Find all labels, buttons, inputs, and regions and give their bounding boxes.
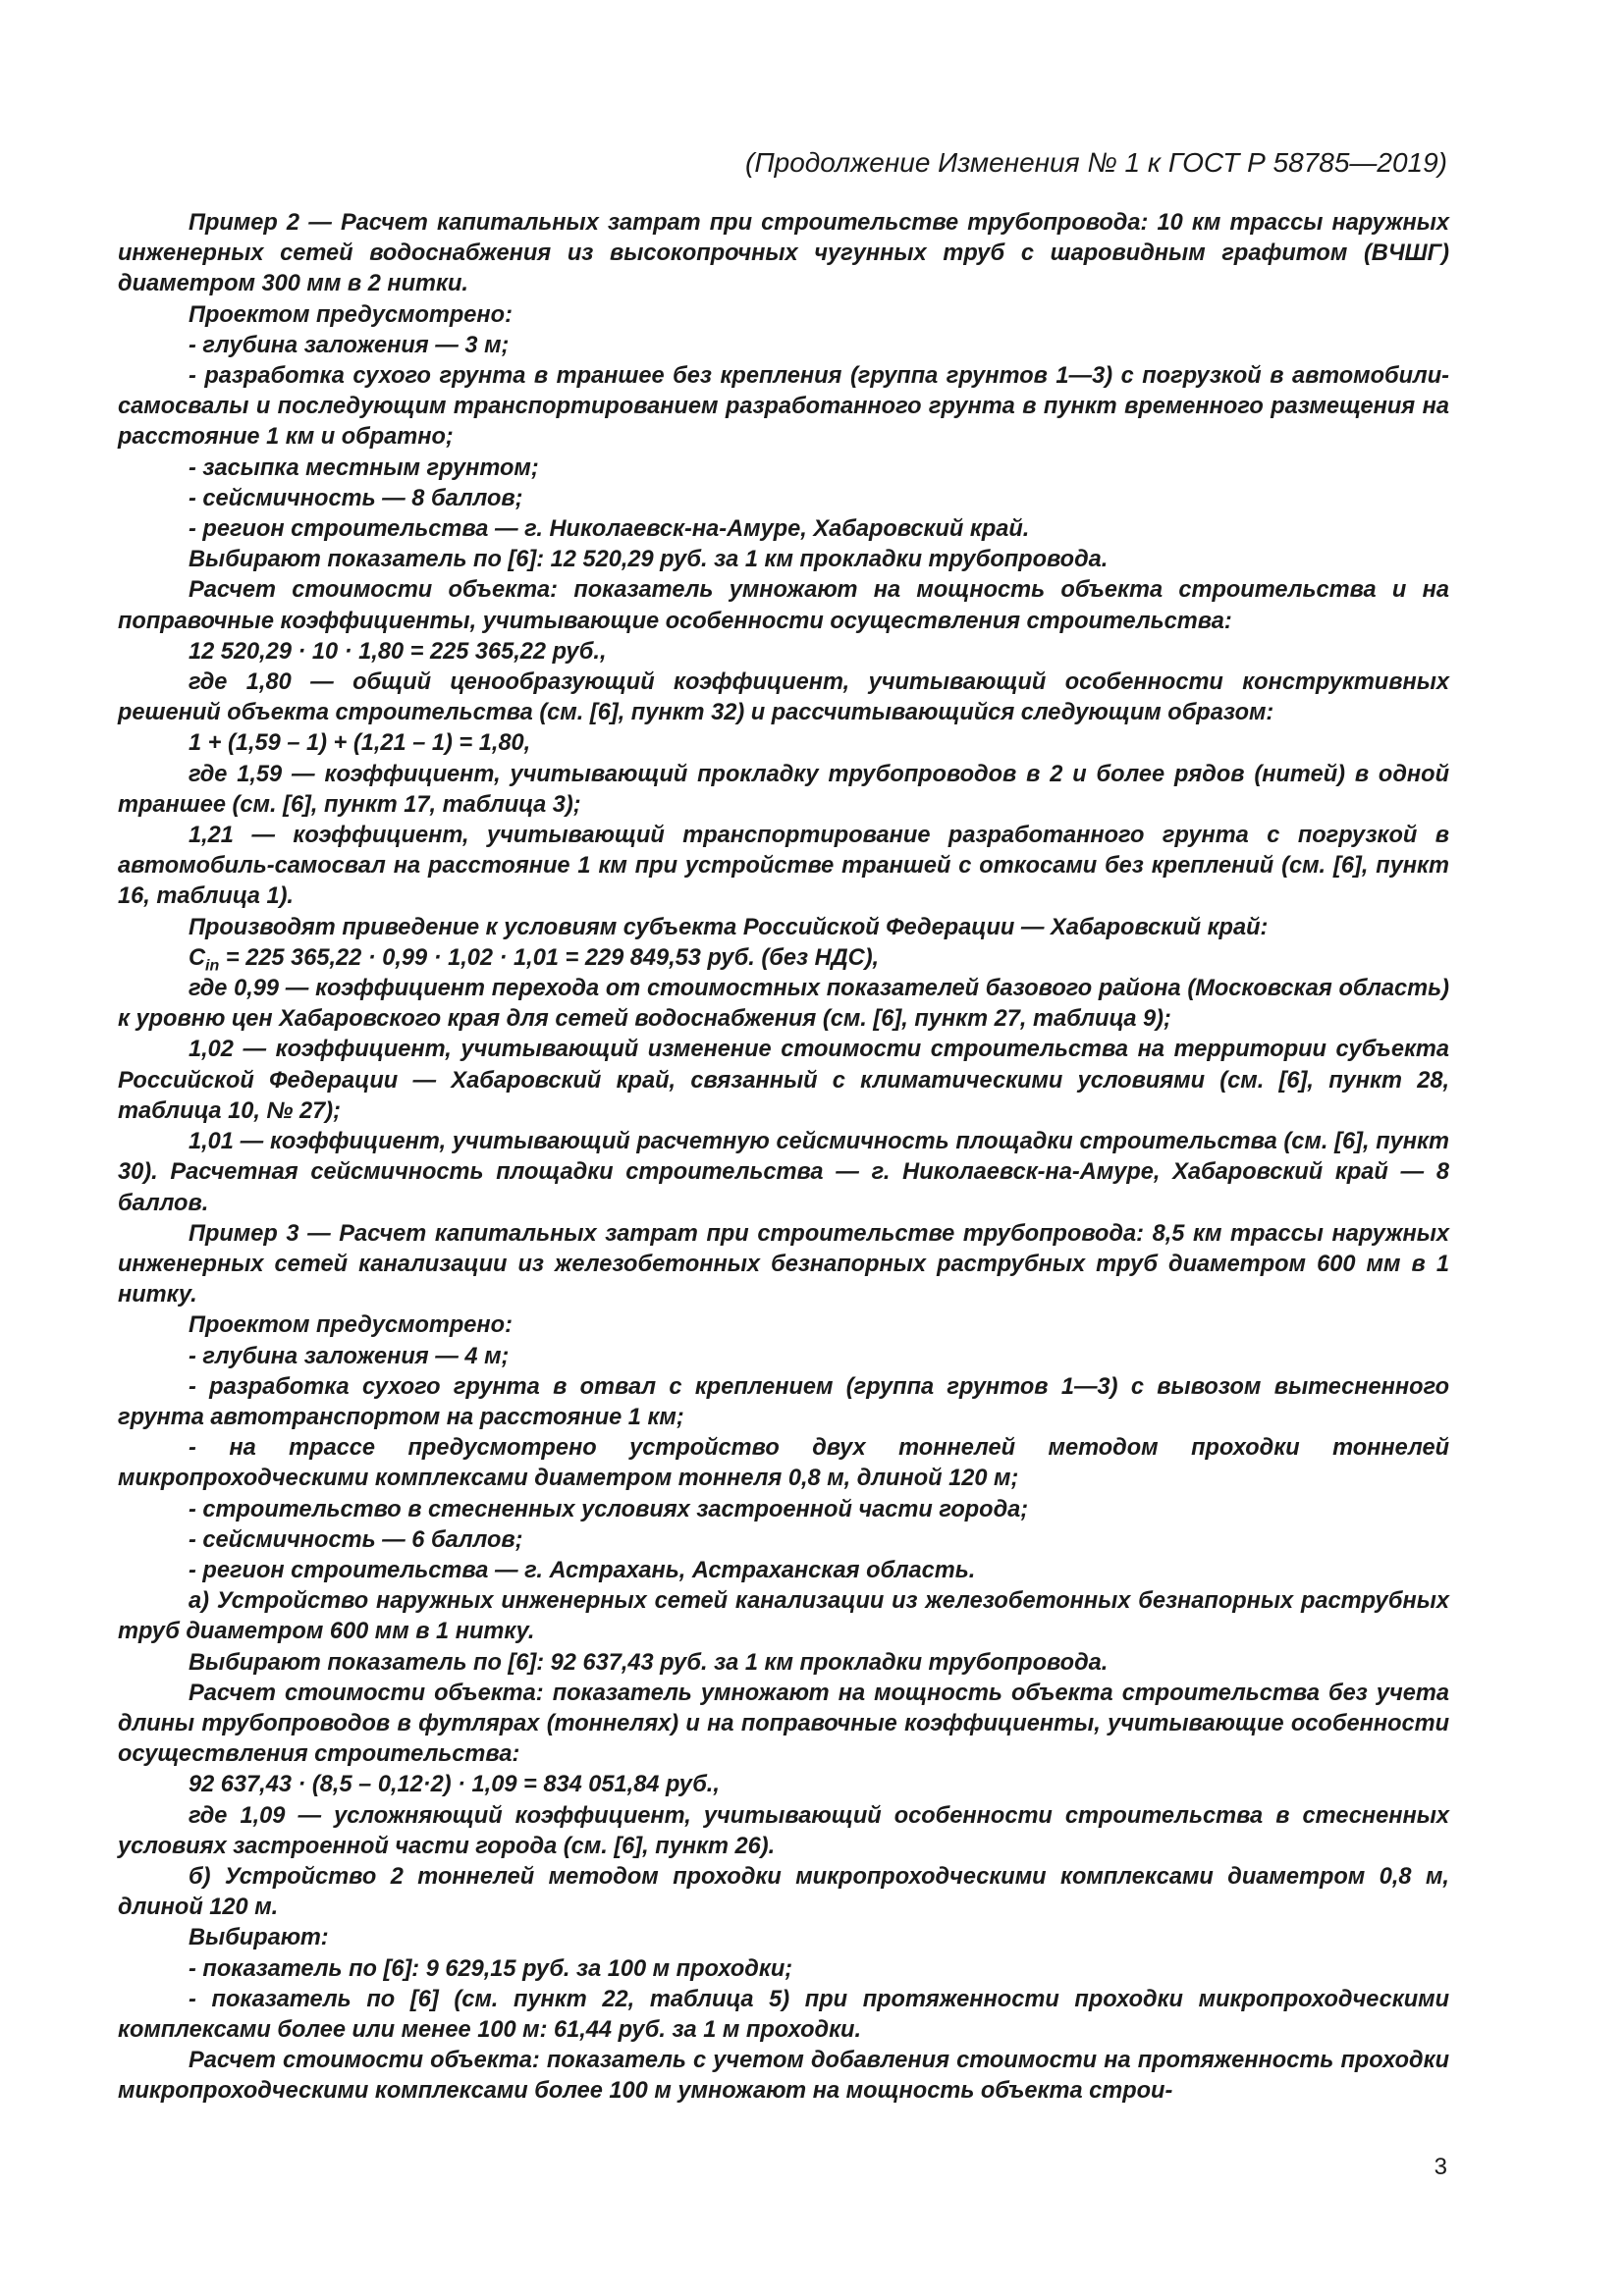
list-item: - на трассе предусмотрено устройство двух тоннелей методом проходки тоннелей микропроходческими комплексами диаметром тоннеля 0,8 м, длиной 120 м; (118, 1435, 1449, 1492)
paragraph: Выбирают: (189, 1925, 329, 1951)
paragraph: где 1,09 — усложняющий коэффициент, учитывающий особенности строительства в стесненных условиях застроенной части города (см. [6], пункт 26). (118, 1802, 1449, 1859)
list-item: - разработка сухого грунта в траншее без крепления (группа грунтов 1—3) с погрузкой в автомобили-самосвалы и последующим транспортированием разработанного грунта в пункт временного размещения на расстояние 1 км и обратно; (118, 363, 1449, 451)
paragraph: Выбирают показатель по [6]: 92 637,43 руб. за 1 км прокладки трубопровода. (189, 1649, 1109, 1676)
list-item: - глубина заложения — 4 м; (189, 1343, 510, 1369)
formula-symbol: C (189, 944, 206, 971)
formula: 1 + (1,59 – 1) + (1,21 – 1) = 1,80, (189, 730, 531, 757)
paragraph: Расчет стоимости объекта: показатель умножают на мощность объекта строительства без учета длины трубопроводов в футлярах (тоннелях) и на поправочные коэффициенты, учитывающие особенности осуществления строительства: (118, 1680, 1449, 1768)
paragraph: 1,01 — коэффициент, учитывающий расчетную сейсмичность площадки строительства (см. [6], пункт 30). Расчетная сейсмичность площадки строительства — г. Николаевск-на-Амуре, Хабаровский край — 8 баллов. (118, 1129, 1449, 1216)
example-2-title: Пример 2 — Расчет капитальных затрат при строительстве трубопровода: 10 км трассы наружных инженерных сетей водоснабжения из высокопрочных чугунных труб с шаровидным графитом (ВЧШГ) диаметром 300 мм в 2 нитки. (118, 210, 1449, 297)
paragraph: где 1,80 — общий ценообразующий коэффициент, учитывающий особенности конструктивных решений объекта строительства (см. [6], пункт 32) и рассчитывающийся следующим образом: (118, 669, 1449, 726)
paragraph: где 1,59 — коэффициент, учитывающий прокладку трубопроводов в 2 и более рядов (нитей) в одной траншее (см. [6], пункт 17, таблица 3); (118, 761, 1449, 818)
list-item: - засыпка местным грунтом; (189, 454, 539, 481)
formula-cin (118, 943, 1449, 974)
paragraph: Расчет стоимости объекта: показатель умножают на мощность объекта строительства и на поправочные коэффициенты, учитывающие особенности осуществления строительства: (118, 577, 1449, 634)
list-item: - глубина заложения — 3 м; (189, 332, 510, 358)
list-item: - строительство в стесненных условиях застроенной части города; (189, 1496, 1029, 1522)
list-item: - разработка сухого грунта в отвал с креплением (группа грунтов 1—3) с вывозом вытесненного грунта автотранспортом на расстояние 1 км; (118, 1373, 1449, 1430)
list-item: - сейсмичность — 8 баллов; (189, 485, 523, 511)
list-item: - показатель по [6]: 9 629,15 руб. за 100 м проходки; (189, 1955, 793, 1982)
paragraph: 1,02 — коэффициент, учитывающий изменение стоимости строительства на территории субъекта Российской Федерации — Хабаровский край, связанный с климатическими условиями (см. [6], пункт 28, таблица 10, № 27); (118, 1037, 1449, 1124)
list-item: - показатель по [6] (см. пункт 22, таблица 5) при протяженности проходки микропроходческими комплексами более или менее 100 м: 61,44 руб. за 1 м проходки. (118, 1986, 1449, 2043)
paragraph: б) Устройство 2 тоннелей методом проходки микропроходческими комплексами диаметром 0,8 м, длиной 120 м. (118, 1863, 1449, 1921)
page-number: 3 (1434, 2154, 1447, 2180)
document-body (118, 208, 1449, 2108)
formula: 12 520,29 · 10 · 1,80 = 225 365,22 руб., (189, 638, 607, 665)
paragraph: Производят приведение к условиям субъекта Российской Федерации — Хабаровский край: (189, 914, 1269, 940)
formula-expression: = 225 365,22 · 0,99 · 1,02 · 1,01 = 229 849,53 руб. (без НДС), (225, 944, 880, 971)
list-item: - регион строительства — г. Николаевск-на-Амуре, Хабаровский край. (189, 516, 1030, 543)
paragraph: а) Устройство наружных инженерных сетей канализации из железобетонных безнапорных раструбных труб диаметром 600 мм в 1 нитку. (118, 1588, 1449, 1645)
paragraph: Расчет стоимости объекта: показатель с учетом добавления стоимости на протяженность проходки микропроходческими комплексами более 100 м умножают на мощность объекта строи- (118, 2048, 1449, 2105)
paragraph: где 0,99 — коэффициент перехода от стоимостных показателей базового района (Московская область) к уровню цен Хабаровского края для сетей водоснабжения (см. [6], пункт 27, таблица 9); (118, 976, 1449, 1033)
formula: 92 637,43 · (8,5 – 0,12·2) · 1,09 = 834 051,84 руб., (189, 1772, 720, 1798)
formula-subscript: in (205, 956, 220, 975)
page-header: (Продолжение Изменения № 1 к ГОСТ Р 58785—2019) (745, 147, 1447, 178)
list-item: - регион строительства — г. Астрахань, Астраханская область. (189, 1557, 976, 1583)
list-item: - сейсмичность — 6 баллов; (189, 1526, 523, 1553)
paragraph: Выбирают показатель по [6]: 12 520,29 руб. за 1 км прокладки трубопровода. (189, 547, 1109, 573)
paragraph: Проектом предусмотрено: (189, 301, 513, 328)
example-3-title: Пример 3 — Расчет капитальных затрат при строительстве трубопровода: 8,5 км трассы наружных инженерных сетей канализации из железобетонных безнапорных раструбных труб диаметром 600 мм в 1 нитку. (118, 1220, 1449, 1308)
paragraph: Проектом предусмотрено: (189, 1312, 513, 1339)
paragraph: 1,21 — коэффициент, учитывающий транспортирование разработанного грунта с погрузкой в автомобиль-самосвал на расстояние 1 км при устройстве траншей с откосами без креплений (см. [6], пункт 16, таблица 1). (118, 823, 1449, 910)
